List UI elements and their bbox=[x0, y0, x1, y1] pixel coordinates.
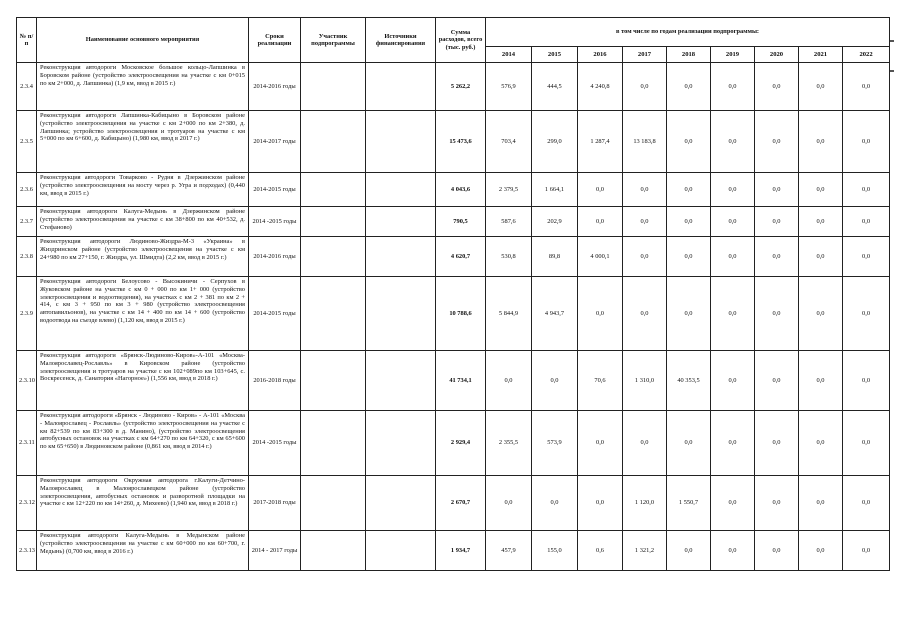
col-participant-header: Участник подпрограммы bbox=[301, 18, 366, 63]
year-amount-2016: 4 000,1 bbox=[578, 237, 623, 277]
funding-source-cell bbox=[366, 351, 436, 411]
implementation-period: 2014-2016 годы bbox=[249, 237, 301, 277]
year-amount-2015: 89,8 bbox=[532, 237, 578, 277]
year-amount-2019: 0,0 bbox=[711, 411, 755, 476]
year-amount-2020: 0,0 bbox=[755, 173, 799, 207]
table-row bbox=[17, 476, 890, 531]
year-header-2019: 2019 bbox=[711, 47, 755, 63]
year-header-2018: 2018 bbox=[667, 47, 711, 63]
year-amount-2014: 530,8 bbox=[486, 237, 532, 277]
participant-cell bbox=[301, 531, 366, 571]
year-amount-2018: 40 353,5 bbox=[667, 351, 711, 411]
year-amount-2014: 457,9 bbox=[486, 531, 532, 571]
activity-name: Реконструкция автодороги Товарково - Рудня в Дзержинском районе (устройство электроосвещения на мосту через р. Угра и подходах) (0,440 км, ввод в 2015 г.) bbox=[37, 173, 249, 207]
year-amount-2016: 0,0 bbox=[578, 411, 623, 476]
col-years-group-header: в том числе по годам реализации подпрограммы: bbox=[486, 18, 890, 47]
implementation-period: 2017-2018 годы bbox=[249, 476, 301, 531]
year-amount-2022: 0,0 bbox=[843, 476, 890, 531]
activity-name: Реконструкция автодороги Московское большое кольцо-Лапшинка в Боровском районе (устройство электроосвещения на участке с км 0+015 по км 2+000, д. Лапшинка) (1,9 км, ввод в 2015 г.) bbox=[37, 63, 249, 111]
col-period-header: Сроки реализации bbox=[249, 18, 301, 63]
year-amount-2021: 0,0 bbox=[799, 351, 843, 411]
year-amount-2020: 0,0 bbox=[755, 111, 799, 173]
row-number: 2.3.10 bbox=[17, 351, 37, 411]
year-amount-2015: 444,5 bbox=[532, 63, 578, 111]
total-amount: 15 473,6 bbox=[436, 111, 486, 173]
year-amount-2020: 0,0 bbox=[755, 351, 799, 411]
funding-source-cell bbox=[366, 207, 436, 237]
participant-cell bbox=[301, 237, 366, 277]
implementation-period: 2014-2015 годы bbox=[249, 277, 301, 351]
year-header-2021: 2021 bbox=[799, 47, 843, 63]
total-amount: 2 670,7 bbox=[436, 476, 486, 531]
year-amount-2019: 0,0 bbox=[711, 111, 755, 173]
col-sources-header: Источники финансирования bbox=[366, 18, 436, 63]
table-header bbox=[17, 18, 890, 63]
year-amount-2021: 0,0 bbox=[799, 531, 843, 571]
year-header-2022: 2022 bbox=[843, 47, 890, 63]
year-amount-2014: 2 379,5 bbox=[486, 173, 532, 207]
total-amount: 4 620,7 bbox=[436, 237, 486, 277]
funding-source-cell bbox=[366, 531, 436, 571]
year-amount-2015: 299,0 bbox=[532, 111, 578, 173]
row-number: 2.3.8 bbox=[17, 237, 37, 277]
participant-cell bbox=[301, 111, 366, 173]
year-amount-2018: 0,0 bbox=[667, 111, 711, 173]
year-amount-2020: 0,0 bbox=[755, 277, 799, 351]
implementation-period: 2014-2015 годы bbox=[249, 173, 301, 207]
year-amount-2018: 0,0 bbox=[667, 207, 711, 237]
table-row bbox=[17, 411, 890, 476]
year-amount-2014: 703,4 bbox=[486, 111, 532, 173]
year-amount-2015: 0,0 bbox=[532, 476, 578, 531]
implementation-period: 2014-2017 годы bbox=[249, 111, 301, 173]
implementation-period: 2016-2018 годы bbox=[249, 351, 301, 411]
col-name-header: Наименование основного мероприятия bbox=[37, 18, 249, 63]
year-amount-2019: 0,0 bbox=[711, 476, 755, 531]
total-amount: 790,5 bbox=[436, 207, 486, 237]
row-number: 2.3.9 bbox=[17, 277, 37, 351]
participant-cell bbox=[301, 411, 366, 476]
year-amount-2019: 0,0 bbox=[711, 237, 755, 277]
activity-name: Реконструкция автодороги Окружная автодорога г.Калуги-Детчино-Малоярославец в Малоярославецком районе (устройство электроосвещения, автобусных остановок и разворотной площадки на участке с км 12+220 по км 14+260, д. Михеево) (1,940 км, ввод в 2018 г.) bbox=[37, 476, 249, 531]
implementation-period: 2014 - 2017 годы bbox=[249, 531, 301, 571]
table-row bbox=[17, 63, 890, 111]
year-amount-2017: 1 310,0 bbox=[623, 351, 667, 411]
implementation-period: 2014 -2015 годы bbox=[249, 207, 301, 237]
year-amount-2014: 0,0 bbox=[486, 351, 532, 411]
funding-source-cell bbox=[366, 277, 436, 351]
year-amount-2017: 0,0 bbox=[623, 173, 667, 207]
year-amount-2022: 0,0 bbox=[843, 411, 890, 476]
year-amount-2014: 5 844,9 bbox=[486, 277, 532, 351]
year-amount-2019: 0,0 bbox=[711, 173, 755, 207]
table-row bbox=[17, 173, 890, 207]
year-amount-2020: 0,0 bbox=[755, 63, 799, 111]
year-amount-2017: 0,0 bbox=[623, 237, 667, 277]
table-row bbox=[17, 351, 890, 411]
year-header-2020: 2020 bbox=[755, 47, 799, 63]
year-amount-2020: 0,0 bbox=[755, 411, 799, 476]
table-body bbox=[17, 63, 890, 571]
total-amount: 10 788,6 bbox=[436, 277, 486, 351]
activity-name: Реконструкция автодороги «Брянск - Людиново - Киров» - А-101 «Москва - Малоярославец - Рославль» (устройство электроосвещения на участке с км 82+539 по км 83+300 в д. Манино), (устройство электроосвещения автобусных остановок на участках с км 64+270 по км 64+320, с км 65+600 по км 65+650) в Людиновском районе (0,861 км, ввод в 2014 г.) bbox=[37, 411, 249, 476]
funding-source-cell bbox=[366, 173, 436, 207]
year-amount-2017: 13 183,8 bbox=[623, 111, 667, 173]
activity-name: Реконструкция автодороги Белоусово - Высокиничи - Серпухов в Жуковском районе на участке с км 0 + 000 по км 1+ 000 (устройство электроосвещения и водоотведения), на участках с км 2 + 381 по км 2 + 414, с км 3 + 950 по км 3 + 980 (устройство электроосвещения автопавильонов), на участке с км 14 + 400 по км 14 + 600 (устройство водоотвода на съезде влево) (1,120 км, ввод в 2015 г.) bbox=[37, 277, 249, 351]
year-amount-2021: 0,0 bbox=[799, 173, 843, 207]
year-amount-2017: 1 120,0 bbox=[623, 476, 667, 531]
row-number: 2.3.7 bbox=[17, 207, 37, 237]
year-amount-2016: 0,0 bbox=[578, 173, 623, 207]
year-amount-2016: 0,0 bbox=[578, 277, 623, 351]
funding-source-cell bbox=[366, 411, 436, 476]
table-row bbox=[17, 207, 890, 237]
year-amount-2018: 0,0 bbox=[667, 411, 711, 476]
row-number: 2.3.13 bbox=[17, 531, 37, 571]
year-amount-2021: 0,0 bbox=[799, 411, 843, 476]
year-amount-2016: 0,6 bbox=[578, 531, 623, 571]
year-amount-2022: 0,0 bbox=[843, 63, 890, 111]
year-amount-2020: 0,0 bbox=[755, 476, 799, 531]
row-number: 2.3.6 bbox=[17, 173, 37, 207]
table-row bbox=[17, 111, 890, 173]
year-amount-2020: 0,0 bbox=[755, 531, 799, 571]
year-amount-2021: 0,0 bbox=[799, 237, 843, 277]
year-amount-2015: 4 943,7 bbox=[532, 277, 578, 351]
year-amount-2021: 0,0 bbox=[799, 277, 843, 351]
year-amount-2022: 0,0 bbox=[843, 207, 890, 237]
year-amount-2014: 2 355,5 bbox=[486, 411, 532, 476]
year-amount-2021: 0,0 bbox=[799, 111, 843, 173]
year-amount-2019: 0,0 bbox=[711, 351, 755, 411]
year-amount-2017: 0,0 bbox=[623, 411, 667, 476]
row-number: 2.3.11 bbox=[17, 411, 37, 476]
activity-name: Реконструкция автодороги Людиново-Жиздра-М-3 «Украина» в Жиздринском районе (устройство электроосвещения на участке с км 24+980 по км 27+150, г. Жиздра, ул. Шмидта) (2,2 км, ввод в 2015 г.) bbox=[37, 237, 249, 277]
participant-cell bbox=[301, 351, 366, 411]
year-amount-2015: 573,9 bbox=[532, 411, 578, 476]
implementation-period: 2014-2016 годы bbox=[249, 63, 301, 111]
activities-table bbox=[16, 17, 890, 571]
year-amount-2021: 0,0 bbox=[799, 476, 843, 531]
funding-source-cell bbox=[366, 237, 436, 277]
participant-cell bbox=[301, 476, 366, 531]
year-amount-2017: 0,0 bbox=[623, 277, 667, 351]
year-amount-2016: 1 287,4 bbox=[578, 111, 623, 173]
funding-source-cell bbox=[366, 63, 436, 111]
row-number: 2.3.5 bbox=[17, 111, 37, 173]
year-amount-2014: 576,9 bbox=[486, 63, 532, 111]
year-header-2015: 2015 bbox=[532, 47, 578, 63]
year-amount-2018: 0,0 bbox=[667, 63, 711, 111]
year-amount-2017: 0,0 bbox=[623, 63, 667, 111]
year-amount-2015: 1 664,1 bbox=[532, 173, 578, 207]
col-number-header: № п/п bbox=[17, 18, 37, 63]
year-amount-2018: 0,0 bbox=[667, 237, 711, 277]
year-amount-2018: 0,0 bbox=[667, 277, 711, 351]
year-amount-2015: 0,0 bbox=[532, 351, 578, 411]
activity-name: Реконструкция автодороги Лапшинка-Кабицыно в Боровском районе (устройство электроосвещения на участке с км 2+000 по км 2+380, д. Лапшинка; устройство электроосвещения и тротуаров на участке с км 5+000 по км 6+600, д. Кабицыно) (1,980 км, ввод в 2017 г.) bbox=[37, 111, 249, 173]
participant-cell bbox=[301, 63, 366, 111]
participant-cell bbox=[301, 207, 366, 237]
year-amount-2022: 0,0 bbox=[843, 173, 890, 207]
participant-cell bbox=[301, 173, 366, 207]
year-amount-2018: 0,0 bbox=[667, 173, 711, 207]
year-amount-2019: 0,0 bbox=[711, 277, 755, 351]
year-amount-2021: 0,0 bbox=[799, 207, 843, 237]
total-amount: 2 929,4 bbox=[436, 411, 486, 476]
table-row bbox=[17, 531, 890, 571]
year-amount-2022: 0,0 bbox=[843, 351, 890, 411]
year-amount-2017: 1 321,2 bbox=[623, 531, 667, 571]
year-amount-2017: 0,0 bbox=[623, 207, 667, 237]
year-header-2017: 2017 bbox=[623, 47, 667, 63]
table-row bbox=[17, 237, 890, 277]
year-amount-2021: 0,0 bbox=[799, 63, 843, 111]
col-total-header: Сумма расходов, всего (тыс. руб.) bbox=[436, 18, 486, 63]
year-amount-2015: 155,0 bbox=[532, 531, 578, 571]
year-amount-2020: 0,0 bbox=[755, 237, 799, 277]
activity-name: Реконструкция автодороги Калуга-Медынь в Медынском районе (устройство электроосвещения на участке с км 60+000 по км 60+700, г. Медынь) (0,700 км, ввод в 2016 г.) bbox=[37, 531, 249, 571]
table-row bbox=[17, 277, 890, 351]
year-amount-2022: 0,0 bbox=[843, 277, 890, 351]
year-header-2016: 2016 bbox=[578, 47, 623, 63]
row-number: 2.3.4 bbox=[17, 63, 37, 111]
activity-name: Реконструкция автодороги Калуга-Медынь в Дзержинском районе (устройство электроосвещения на участке с км 38+800 по км 40+532, д. Стефаново) bbox=[37, 207, 249, 237]
year-amount-2020: 0,0 bbox=[755, 207, 799, 237]
year-amount-2014: 587,6 bbox=[486, 207, 532, 237]
year-amount-2022: 0,0 bbox=[843, 531, 890, 571]
year-amount-2018: 0,0 bbox=[667, 531, 711, 571]
year-amount-2014: 0,0 bbox=[486, 476, 532, 531]
year-amount-2019: 0,0 bbox=[711, 207, 755, 237]
margin-mark bbox=[890, 70, 894, 72]
total-amount: 41 734,1 bbox=[436, 351, 486, 411]
row-number: 2.3.12 bbox=[17, 476, 37, 531]
participant-cell bbox=[301, 277, 366, 351]
year-amount-2015: 202,9 bbox=[532, 207, 578, 237]
year-amount-2019: 0,0 bbox=[711, 63, 755, 111]
implementation-period: 2014 -2015 годы bbox=[249, 411, 301, 476]
year-amount-2016: 0,0 bbox=[578, 207, 623, 237]
margin-mark bbox=[890, 40, 894, 42]
funding-source-cell bbox=[366, 111, 436, 173]
activity-name: Реконструкция автодороги «Брянск-Людиново-Киров»-А-101 «Москва-Малоярославец-Рославль» в Кировском районе (устройство электроосвещения и тротуаров на участке с км 102+089по км 103+645, с. Воскресенск, д. Санатория «Нагорное») (1,556 км, ввод в 2018 г.) bbox=[37, 351, 249, 411]
total-amount: 5 262,2 bbox=[436, 63, 486, 111]
total-amount: 4 043,6 bbox=[436, 173, 486, 207]
budget-sheet bbox=[16, 17, 890, 571]
year-amount-2016: 4 240,8 bbox=[578, 63, 623, 111]
year-amount-2022: 0,0 bbox=[843, 237, 890, 277]
year-header-2014: 2014 bbox=[486, 47, 532, 63]
total-amount: 1 934,7 bbox=[436, 531, 486, 571]
year-amount-2016: 0,0 bbox=[578, 476, 623, 531]
year-amount-2022: 0,0 bbox=[843, 111, 890, 173]
year-amount-2018: 1 550,7 bbox=[667, 476, 711, 531]
year-amount-2019: 0,0 bbox=[711, 531, 755, 571]
year-amount-2016: 70,6 bbox=[578, 351, 623, 411]
funding-source-cell bbox=[366, 476, 436, 531]
